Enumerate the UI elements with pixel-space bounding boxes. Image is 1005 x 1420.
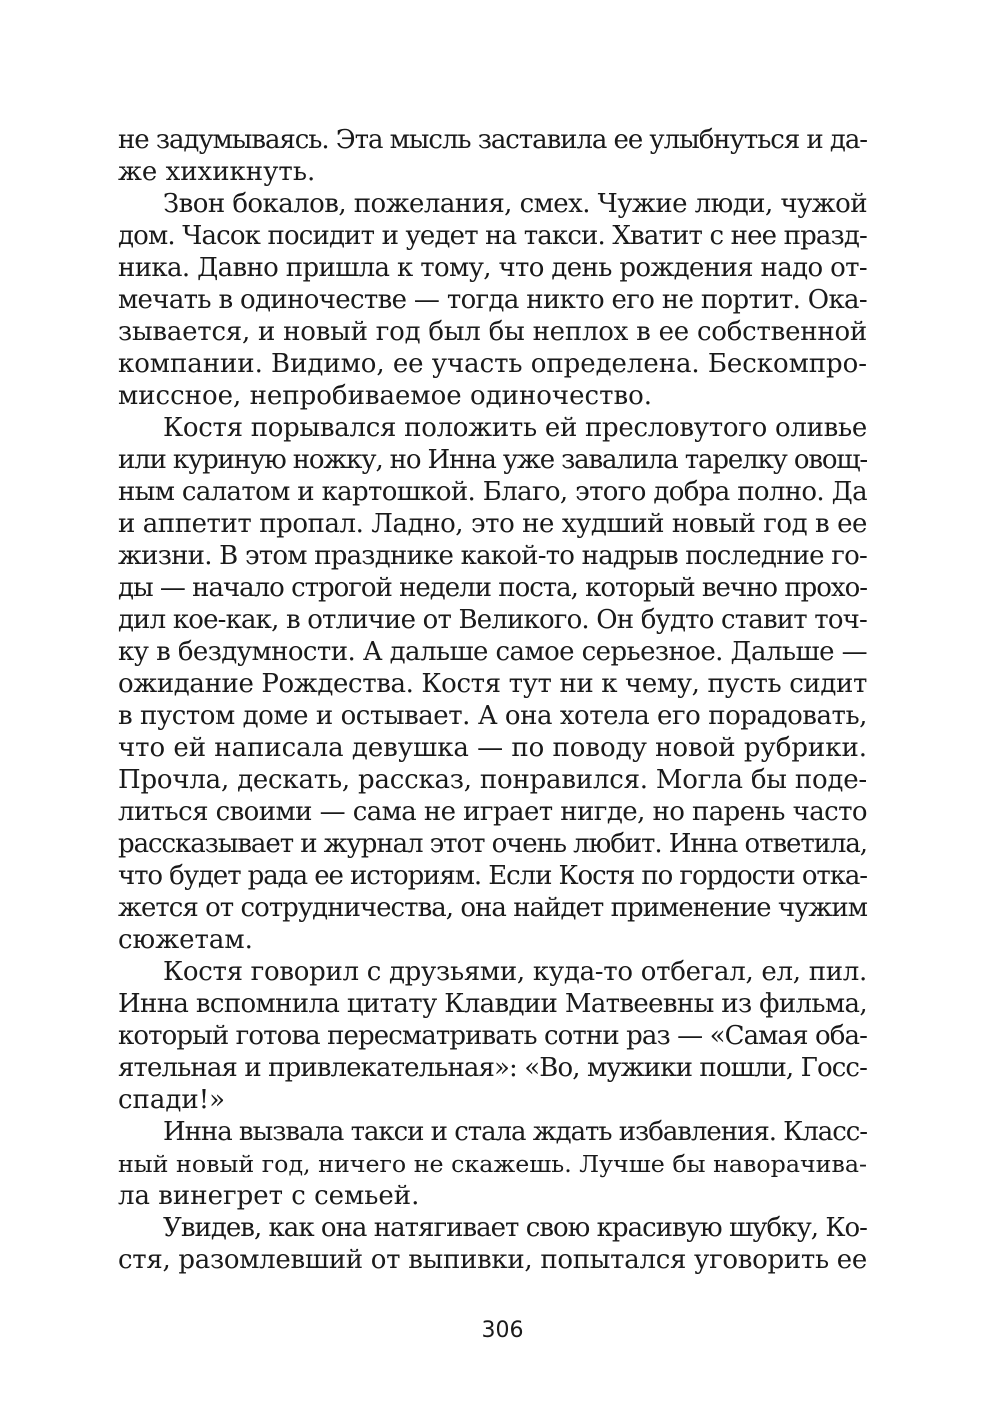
text-line: ла винегрет с семьей. [118,1181,420,1211]
body-text [118,124,867,1276]
text-line: дил кое-как, в отличие от Великого. Он будто ставит точ- [118,605,867,635]
text-line: ды — начало строгой недели поста, который вечно прохо- [118,573,867,603]
text-line: что будет рада ее историям. Если Костя по гордости отка- [118,861,867,891]
text-line: в пустом доме и остывает. А она хотела его порадовать, [118,701,867,731]
text-line: ника. Давно пришла к тому, что день рождения надо от- [118,253,867,283]
text-line: миссное, непробиваемое одиночество. [118,381,653,411]
text-line: Костя порывался положить ей пресловутого оливье [163,413,867,443]
text-line: зывается, и новый год был бы неплох в ее собственной [118,317,867,347]
text-line: Инна вспомнила цитату Клавдии Матвеевны из фильма, [118,989,867,1019]
text-line: Увидев, как она натягивает свою красивую шубку, Ко- [163,1213,867,1243]
text-line: не задумываясь. Эта мысль заставила ее улыбнуться и да- [118,125,867,155]
text-line: Звон бокалов, пожелания, смех. Чужие люди, чужой [163,189,867,219]
text-line: рассказывает и журнал этот очень любит. Инна ответила, [118,829,867,859]
text-line: спади!» [118,1085,226,1115]
text-line: что ей написала девушка — по поводу новой рубрики. [118,733,867,763]
page-number: 306 [481,1318,524,1343]
text-line: Инна вызвала такси и стала ждать избавления. Класс- [163,1117,867,1147]
text-line: мечать в одиночестве — тогда никто его не портит. Ока- [118,285,867,315]
text-line: ожидание Рождества. Костя тут ни к чему, пусть сидит [118,669,867,699]
text-line: Костя говорил с друзьями, куда-то отбегал, ел, пил. [163,957,867,987]
text-line: жизни. В этом празднике какой-то надрыв последние го- [118,541,867,571]
text-line: и аппетит пропал. Ладно, это не худший новый год в ее [118,509,867,539]
text-line: жется от сотрудничества, она найдет применение чужим [118,893,867,923]
text-line: ный новый год, ничего не скажешь. Лучше бы наворачива- [118,1150,867,1178]
text-line: дом. Часок посидит и уедет на такси. Хватит с нее празд- [118,221,867,251]
text-line: сюжетам. [118,925,253,955]
text-line: ным салатом и картошкой. Благо, этого добра полно. Да [118,477,867,507]
text-line: ку в бездумности. А дальше самое серьезное. Дальше — [118,637,867,667]
text-line: который готова пересматривать сотни раз — «Самая оба- [118,1021,867,1051]
text-line: ятельная и привлекательная»: «Во, мужики пошли, Госс- [118,1053,868,1083]
text-line: компании. Видимо, ее участь определена. Бескомпро- [118,349,867,379]
text-line: Прочла, дескать, рассказ, понравился. Могла бы поде- [118,765,867,795]
text-line: или куриную ножку, но Инна уже завалила тарелку овощ- [118,445,867,475]
text-line: же хихикнуть. [118,157,316,187]
text-line: стя, разомлевший от выпивки, попытался уговорить ее [118,1245,867,1275]
text-line: литься своими — сама не играет нигде, но парень часто [118,797,868,827]
